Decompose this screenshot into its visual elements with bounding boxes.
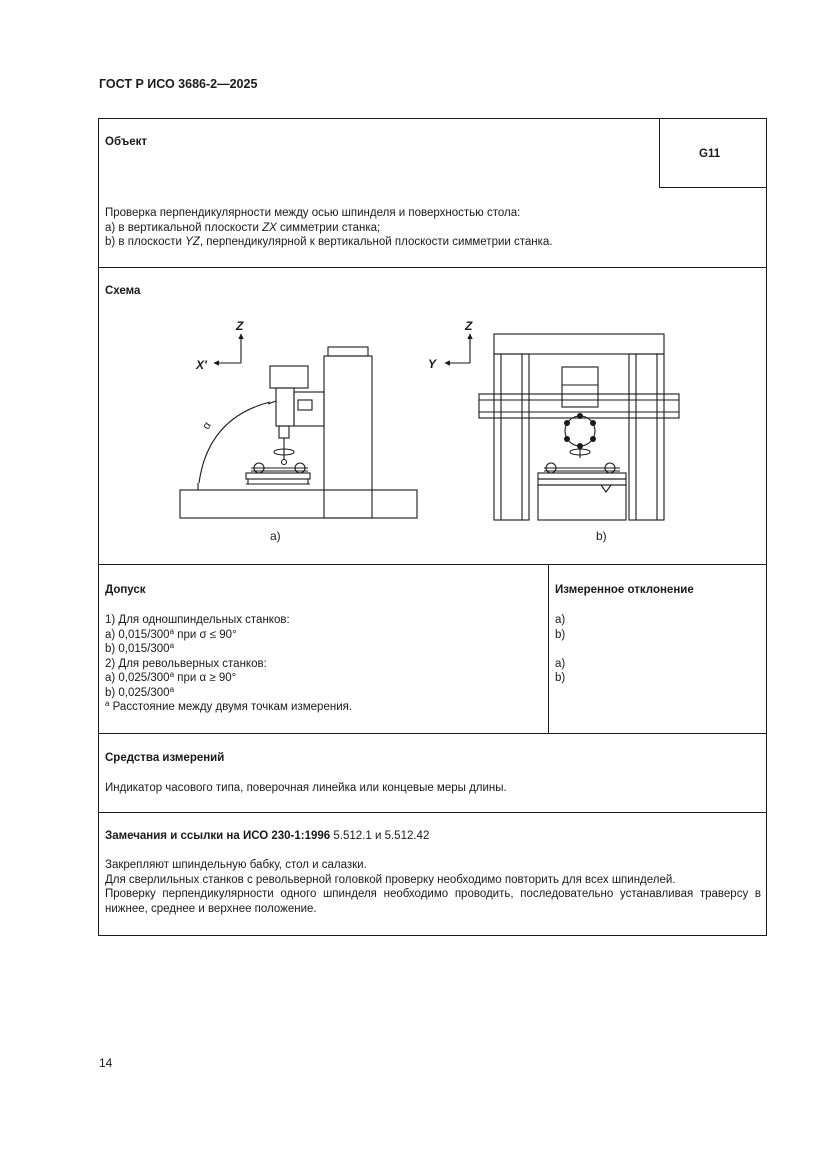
fig-a-caption: a): [270, 529, 281, 543]
instruments-heading: Средства измерений: [105, 752, 225, 764]
document-title: ГОСТ Р ИСО 3686-2—2025: [99, 77, 258, 91]
object-intro: Проверка перпендикулярности между осью шпинделя и поверхностью стола:: [105, 207, 521, 219]
measured-label: b): [555, 672, 566, 684]
fig-a-angle-label: α: [200, 419, 214, 432]
tolerance-line-5: a) 0,025/300$^a$ при α ≥ 90°: [105, 670, 237, 684]
tolerance-line-1: 1) Для одношпиндельных станков:: [105, 614, 290, 626]
notes-line-2: Для сверлильных станков с револьверной головкой проверку необходимо повторить для всех шпинделей.: [105, 873, 676, 886]
tolerance-line-3: b) 0,015/300$^a$: [105, 641, 175, 655]
notes-heading: Замечания и ссылки на ИСО 230-1:1996: [105, 830, 331, 842]
code-cell-border: [659, 118, 660, 188]
row-divider-4: [98, 812, 767, 813]
object-item-b: b) в плоскости YZ, перпендикулярной к вертикальной плоскости симметрии станка.: [105, 236, 553, 248]
measured-label: a): [555, 657, 566, 670]
tolerance-footnote: $^a$ Расстояние между двумя точкам измерения.: [105, 699, 353, 713]
figure-a-drawing: [180, 334, 417, 518]
object-description: [105, 206, 755, 250]
measured-label: b): [555, 628, 566, 641]
row-divider-2: [98, 564, 767, 565]
code-cell-border-bottom: [659, 187, 766, 188]
tolerance-line-6: b) 0,025/300$^a$: [105, 684, 175, 699]
notes-text: [105, 858, 761, 916]
notes-line-1: Закрепляют шпиндельную бабку, стол и салазки.: [105, 859, 367, 871]
page-number: 14: [99, 1056, 113, 1070]
measured-label: a): [555, 614, 566, 626]
figure-b-drawing: [445, 334, 679, 520]
notes-heading-line: [105, 829, 429, 844]
tolerance-heading: Допуск: [105, 584, 146, 596]
tolerance-line-4: 2) Для револьверных станков:: [105, 657, 267, 670]
measured-heading: Измеренное отклонение: [555, 584, 694, 596]
fig-a-axis-z: Z: [236, 319, 244, 333]
measured-labels: [555, 613, 565, 686]
notes-refs: 5.512.1 и 5.512.42: [330, 830, 430, 842]
notes-line-3: Проверку перпендикулярности одного шпинделя необходимо проводить, последовательно устанавливая траверсу в нижнее, среднее и верхнее положение.: [105, 888, 761, 915]
instruments-text: Индикатор часового типа, поверочная линейка или концевые меры длины.: [105, 782, 507, 794]
tolerance-line-2: a) 0,015/300$^a$ при σ ≤ 90°: [105, 626, 237, 641]
scheme-heading: Схема: [105, 285, 141, 297]
test-code: G11: [699, 148, 721, 160]
fig-b-axis-y: Y: [428, 357, 437, 371]
scheme-figure: [98, 268, 767, 564]
tolerance-column-divider: [548, 564, 549, 733]
fig-b-caption: b): [596, 529, 607, 543]
row-divider-3: [98, 733, 767, 734]
tolerance-values: [105, 613, 545, 715]
fig-a-axis-x: X': [196, 358, 207, 372]
object-item-a: a) в вертикальной плоскости ZX симметрии станка;: [105, 221, 381, 234]
fig-b-axis-z: Z: [465, 319, 473, 333]
object-heading: Объект: [105, 136, 148, 148]
